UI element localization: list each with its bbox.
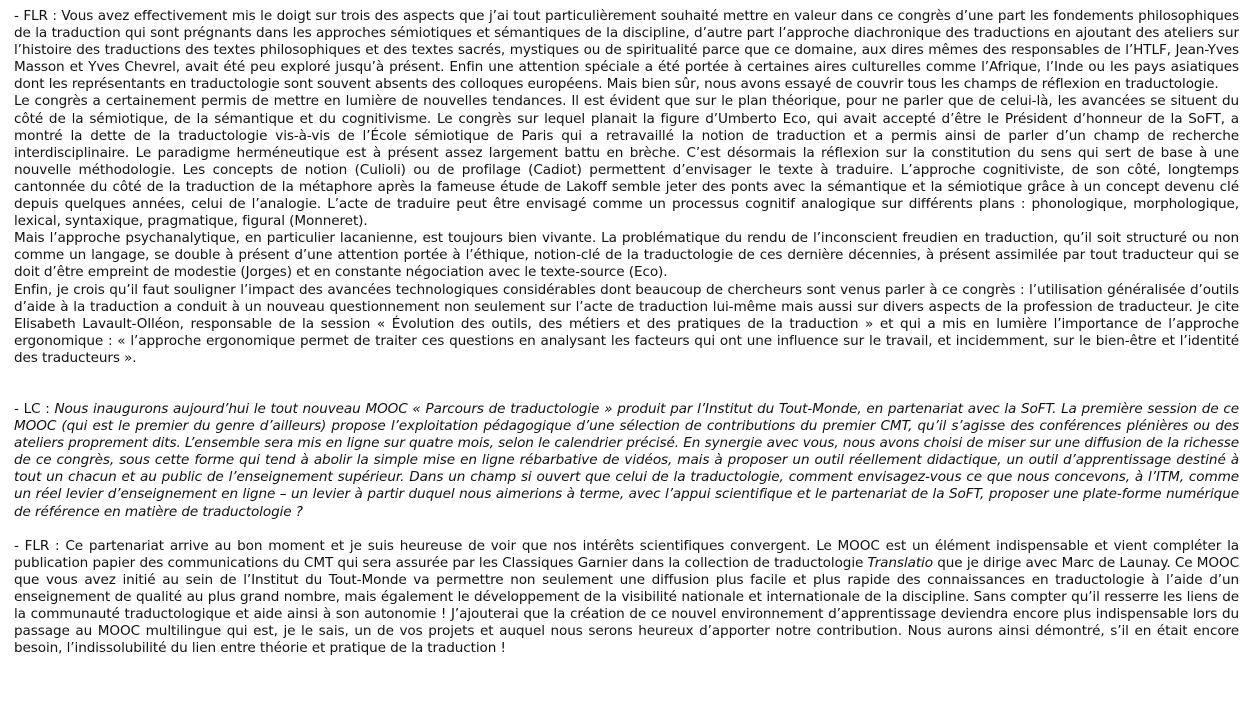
lc-question-text: Nous inaugurons aujourd’hui le tout nouveau MOOC « Parcours de traductologie » produit par l’Institut du Tout-Monde, en partenariat avec la SoFT. La première session de ce MOOC (qui est le premier du genre d’ailleurs) propose l’exploitation pédagogique d’une sélection de contributions du premier CMT, qu’il s’agisse des conférences plénières ou des ateliers proprement dits. L’ensemble sera mis en ligne sur quatre mois, selon le calendrier précisé. En synergie avec vous, nous avons choisi de miser sur une diffusion de la richesse de ce congrès, sous cette forme qui tend à abolir la simple mise en ligne rébarbative de vidéos, mais à proposer un outil réellement didactique, un outil d’apprentissage destiné à tout un chacun et au public de l’enseignement supérieur. Dans un champ si ouvert que celui de la traductologie, comment envisagez-vous ce que nous concevons, à l’ITM, comme un réel levier d’enseignement en ligne – un levier à partir duquel nous aimerions à terme, avec l’appui scientifique et le partenariat de la SoFT, proposer une plate-forme numérique de référence en matière de traductologie ? — [14, 400, 1239, 520]
paragraph-spacer — [14, 384, 1239, 401]
flr-answer-paragraph-4: Enfin, je crois qu’il faut souligner l’impact des avancées technologiques considérables dont beaucoup de chercheurs sont venus parler à ce congrès : l’utilisation généralisée d’outils d’aide à la traduction a conduit à un nouveau questionnement non seulement sur l’acte de traduction lui-même mais aussi sur divers aspects de la profession de traducteur. Je cite Elisabeth Lavault-Olléon, responsable de la session « Évolution des outils, des métiers et des pratiques de la traduction » et qui a mis en lumière l’importance de l’approche ergonomique : « l’approche ergonomique permet de traiter ces questions en analysant les facteurs qui ont une influence sur le travail, et incidemment, sur le bien-être et l’identité des traducteurs ». — [14, 281, 1239, 366]
lc-question-paragraph — [14, 401, 1239, 521]
paragraph-spacer — [14, 367, 1239, 384]
flr-answer-paragraph-5 — [14, 538, 1239, 658]
collection-title: Translatio — [867, 554, 933, 571]
flr-answer-text-part2: que je dirige avec Marc de Launay. Ce MOOC que vous avez initié au sein de l’Institut du Tout-Monde va permettre non seulement une diffusion plus facile et plus rapide des connaissances en traductologie à l’aide d’un enseignement de qualité au plus grand nombre, mais également le développement de la visibilité nationale et internationale de la discipline. Sans compter qu’il resserre les liens de la communauté traductologique et aide ainsi à son autonomie ! J’ajouterai que la création de ce nouvel environnement d’apprentissage deviendra encore plus indispensable lors du passage au MOOC multilingue qui est, je le sais, un de vos projets et auquel nous serons heureux d’apporter notre contribution. Nous aurons ainsi démontré, s’il en était encore besoin, l’indissolubilité du lien entre théorie et pratique de la traduction ! — [14, 554, 1239, 657]
speaker-prefix-lc: - LC : — [14, 400, 55, 417]
flr-answer-paragraph-1: - FLR : Vous avez effectivement mis le doigt sur trois des aspects que j’ai tout particulièrement souhaité mettre en valeur dans ce congrès d’une part les fondements philosophiques de la traduction qui sont prégnants dans les approches sémiotiques et sémantiques de la discipline, d’autre part l’approche diachronique des traductions en ajoutant des ateliers sur l’histoire des traductions des textes philosophiques et des textes sacrés, mystiques ou de spiritualité parce que ce domaine, aux dires mêmes des responsables de l’HTLF, Jean-Yves Masson et Yves Chevrel, avait été peu exploré jusqu’à présent. Enfin une attention spéciale a été portée à certaines aires culturelles comme l’Afrique, l’Inde ou les pays asiatiques dont les représentants en traductologie sont souvent absents des colloques européens. Mais bien sûr, nous avons essayé de couvrir tous les champs de réflexion en traductologie. — [14, 8, 1239, 93]
flr-answer-paragraph-2: Le congrès a certainement permis de mettre en lumière de nouvelles tendances. Il est évident que sur le plan théorique, pour ne parler que de celui-là, les avancées se situent du côté de la sémiotique, de la sémantique et du cognitivisme. Le congrès sur lequel planait la figure d’Umberto Eco, qui avait accepté d’être le Président d’honneur de la SoFT, a montré la dette de la traductologie vis-à-vis de l’École sémiotique de Paris qui a retravaillé la notion de traduction et a permis ainsi de parler d’un champ de recherche interdisciplinaire. Le paradigme herméneutique est à présent assez largement battu en brèche. C’est désormais la réflexion sur la constitution du sens qui sert de base à une nouvelle méthodologie. Les concepts de notion (Culioli) ou de profilage (Cadiot) permettent d’envisager le texte à traduire. L’approche cognitiviste, de son côté, longtemps cantonnée du côté de la traduction de la métaphore après la fameuse étude de Lakoff semble jeter des ponts avec la sémantique et la sémiotique grâce à un concept devenu clé depuis quelques années, celui de l’analogie. L’acte de traduire peut être envisagé comme un processus cognitif analogique sur différents plans : phonologique, morphologique, lexical, syntaxique, pragmatique, figural (Monneret). — [14, 93, 1239, 230]
flr-answer-paragraph-3: Mais l’approche psychanalytique, en particulier lacanienne, est toujours bien vivante. La problématique du rendu de l’inconscient freudien en traduction, qu’il soit structuré ou non comme un langage, se double à présent d’une attention portée à l’éthique, notion-clé de la traductologie de ces dernière décennies, à présent assimilée par tout traducteur qui se doit d’être empreint de modestie (Jorges) et en constante négociation avec le texte-source (Eco). — [14, 230, 1239, 281]
document-body — [14, 8, 1239, 657]
paragraph-spacer — [14, 521, 1239, 538]
flr-answer-text-part1: - FLR : Ce partenariat arrive au bon moment et je suis heureuse de voir que nos intérêts scientifiques convergent. Le MOOC est un élément indispensable et vient compléter la publication papier des communications du CMT qui sera assurée par les Classiques Garnier dans la collection de traductologie — [14, 537, 1239, 571]
